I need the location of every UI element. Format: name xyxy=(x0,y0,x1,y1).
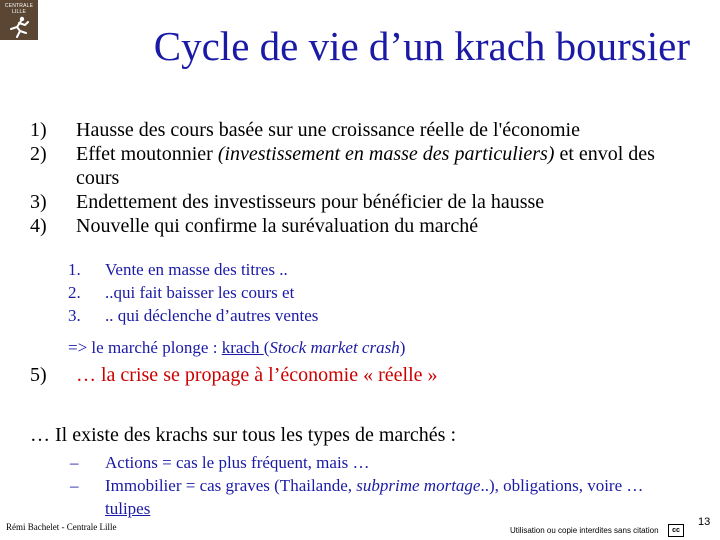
list-number: 3. xyxy=(68,306,81,325)
centrale-lille-logo xyxy=(0,0,38,40)
page-number: 13 xyxy=(698,516,711,528)
list-text xyxy=(105,474,690,520)
sub-list xyxy=(68,258,318,327)
italic-segment: (investissement en masse des particuliers) xyxy=(217,143,555,165)
list-dash: – xyxy=(70,453,79,472)
slide-title: Cycle de vie d’un krach boursier xyxy=(153,23,690,69)
paren: ( xyxy=(263,338,270,357)
tulipes-link[interactable]: tulipes xyxy=(105,499,151,518)
market-plunge-line xyxy=(68,338,405,358)
logo-text xyxy=(0,0,38,15)
list-text: ..qui fait baisser les cours et xyxy=(105,283,295,302)
list-number: 1. xyxy=(68,260,81,279)
logo-line1: CENTRALE xyxy=(4,3,34,9)
list-item xyxy=(30,190,690,214)
list-item xyxy=(68,304,318,327)
list-text: Endettement des investisseurs pour bénéficier de la hausse xyxy=(76,191,545,213)
list-number: 1) xyxy=(30,119,47,141)
list-item xyxy=(30,118,690,142)
list-item xyxy=(68,281,318,304)
list-text: Actions = cas le plus fréquent, mais … xyxy=(105,453,370,472)
list-item-5 xyxy=(30,364,438,387)
list-item xyxy=(30,142,690,190)
list-item xyxy=(68,258,318,281)
footer-notice: Utilisation ou copie interdites sans citation xyxy=(510,526,659,535)
list-number: 2) xyxy=(30,143,47,165)
krach-link[interactable]: krach xyxy=(221,338,264,357)
dash-list xyxy=(70,451,690,520)
list-item xyxy=(30,214,690,238)
plunge-prefix: => le marché plonge : xyxy=(68,338,222,357)
crisis-spread-text: … la crise se propage à l’économie « réelle » xyxy=(76,364,438,386)
list-dash: – xyxy=(70,476,79,495)
markets-intro-line: … Il existe des krachs sur tous les types de marchés : xyxy=(30,424,457,446)
text-segment: Immobilier = cas graves (Thailande, xyxy=(105,476,357,495)
paren: ) xyxy=(399,338,406,357)
text-segment: et envol des cours xyxy=(76,143,655,189)
list-text xyxy=(76,142,690,190)
list-text: Hausse des cours basée sur une croissance réelle de l'économie xyxy=(76,119,580,141)
stock-market-crash-text: Stock market crash xyxy=(269,338,400,357)
list-number: 2. xyxy=(68,283,81,302)
list-item xyxy=(70,451,690,474)
list-number: 5) xyxy=(30,364,47,386)
list-text: Nouvelle qui confirme la surévaluation du marché xyxy=(76,215,479,237)
creative-commons-icon: cc xyxy=(668,524,684,537)
text-segment: Effet moutonnier xyxy=(76,143,218,165)
main-list xyxy=(30,118,690,238)
list-text: Vente en masse des titres .. xyxy=(105,260,288,279)
running-figure-icon xyxy=(7,16,31,38)
footer-author: Rémi Bachelet - Centrale Lille xyxy=(6,522,117,532)
list-number: 4) xyxy=(30,215,47,237)
italic-segment: subprime mortage xyxy=(356,476,481,495)
logo-line2: LILLE xyxy=(11,9,27,15)
list-number: 3) xyxy=(30,191,47,213)
text-segment: ..), obligations, voire … xyxy=(480,476,644,495)
list-text: .. qui déclenche d’autres ventes xyxy=(105,306,319,325)
list-item xyxy=(70,474,690,520)
